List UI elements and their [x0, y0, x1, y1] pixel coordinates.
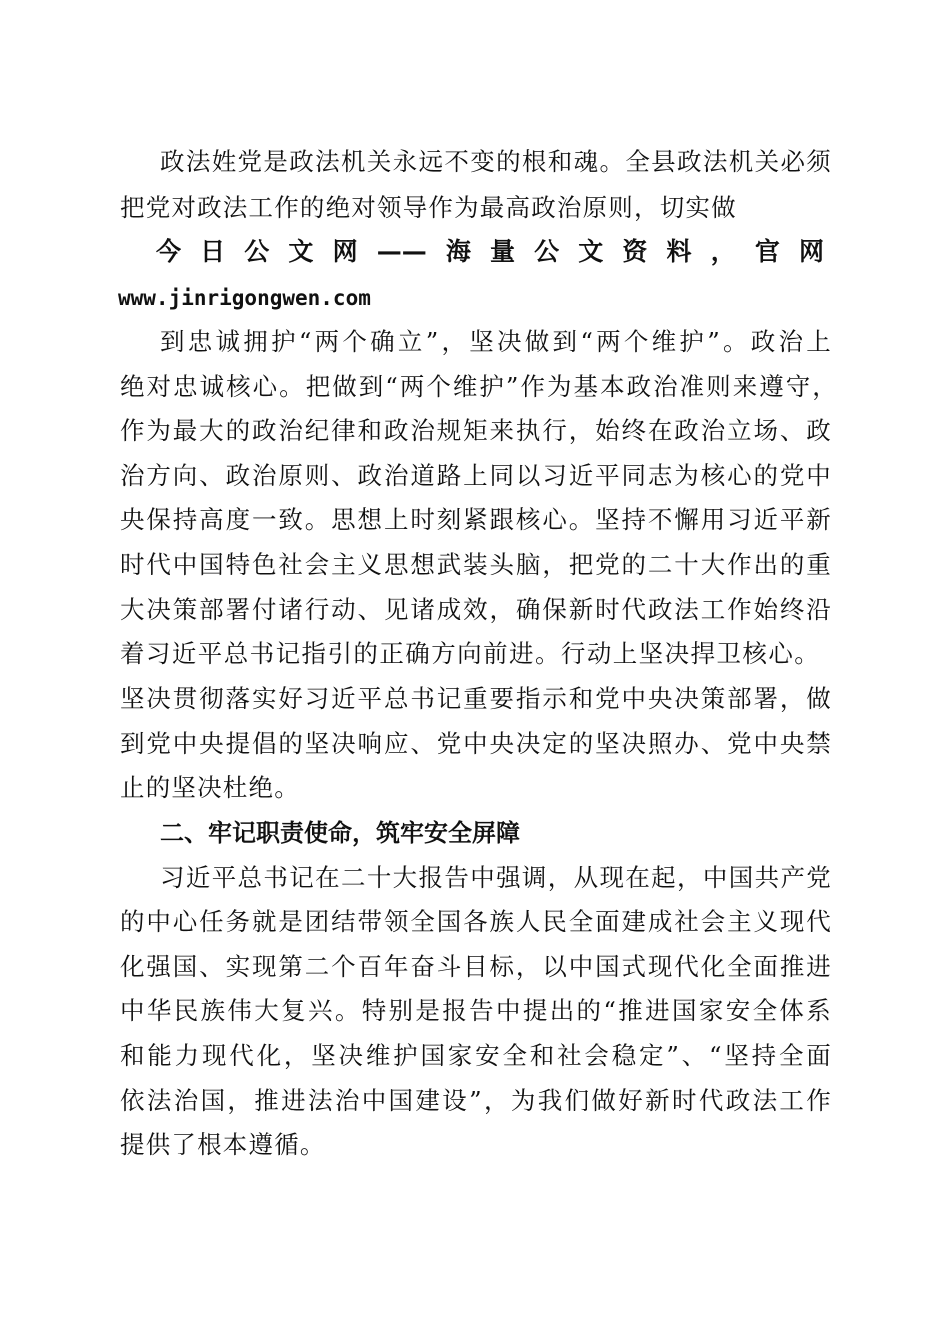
paragraph-line: 治方向、政治原则、政治道路上同以习近平同志为核心的党中: [120, 461, 832, 490]
paragraph-line: 时代中国特色社会主义思想武装头脑，把党的二十大作出的重: [120, 550, 832, 579]
paragraph-line: 到忠诚拥护“两个确立”，坚决做到“两个维护”。政治上: [160, 327, 832, 356]
paragraph-line: 把党对政法工作的绝对领导作为最高政治原则，切实做: [120, 193, 737, 222]
paragraph-line: 习近平总书记在二十大报告中强调，从现在起，中国共产党: [160, 863, 832, 892]
paragraph-line: 依法治国，推进法治中国建设”，为我们做好新时代政法工作: [120, 1086, 832, 1115]
paragraph-line: 中华民族伟大复兴。特别是报告中提出的“推进国家安全体系: [120, 996, 832, 1025]
paragraph-line: 化强国、实现第二个百年奋斗目标，以中国式现代化全面推进: [120, 952, 832, 981]
paragraph-line: 大决策部署付诸行动、见诸成效，确保新时代政法工作始终沿: [120, 595, 832, 624]
paragraph-line: 坚决贯彻落实好习近平总书记重要指示和党中央决策部署，做: [120, 684, 832, 713]
watermark-banner-url: www.jinrigongwen.com: [118, 286, 371, 310]
paragraph-line: 作为最大的政治纪律和政治规矩来执行，始终在政治立场、政: [120, 416, 832, 445]
paragraph-line: 绝对忠诚核心。把做到“两个维护”作为基本政治准则来遵守，: [120, 372, 838, 401]
paragraph-line: 着习近平总书记指引的正确方向前进。行动上坚决捍卫核心。: [120, 639, 820, 668]
paragraph-line: 政法姓党是政法机关永远不变的根和魂。全县政法机关必须: [160, 147, 832, 176]
section-heading: 二、牢记职责使命，筑牢安全屏障: [160, 819, 520, 847]
paragraph-line: 央保持高度一致。思想上时刻紧跟核心。坚持不懈用习近平新: [120, 505, 832, 534]
paragraph-line: 和能力现代化，坚决维护国家安全和社会稳定”、“坚持全面: [120, 1041, 832, 1070]
paragraph-line: 到党中央提倡的坚决响应、党中央决定的坚决照办、党中央禁: [120, 729, 832, 758]
watermark-banner-title: 今日公文网——海量公文资料，官网: [156, 237, 824, 266]
paragraph-line: 止的坚决杜绝。: [120, 773, 300, 802]
paragraph-line: 的中心任务就是团结带领全国各族人民全面建成社会主义现代: [120, 907, 832, 936]
paragraph-line: 提供了根本遵循。: [120, 1130, 326, 1159]
